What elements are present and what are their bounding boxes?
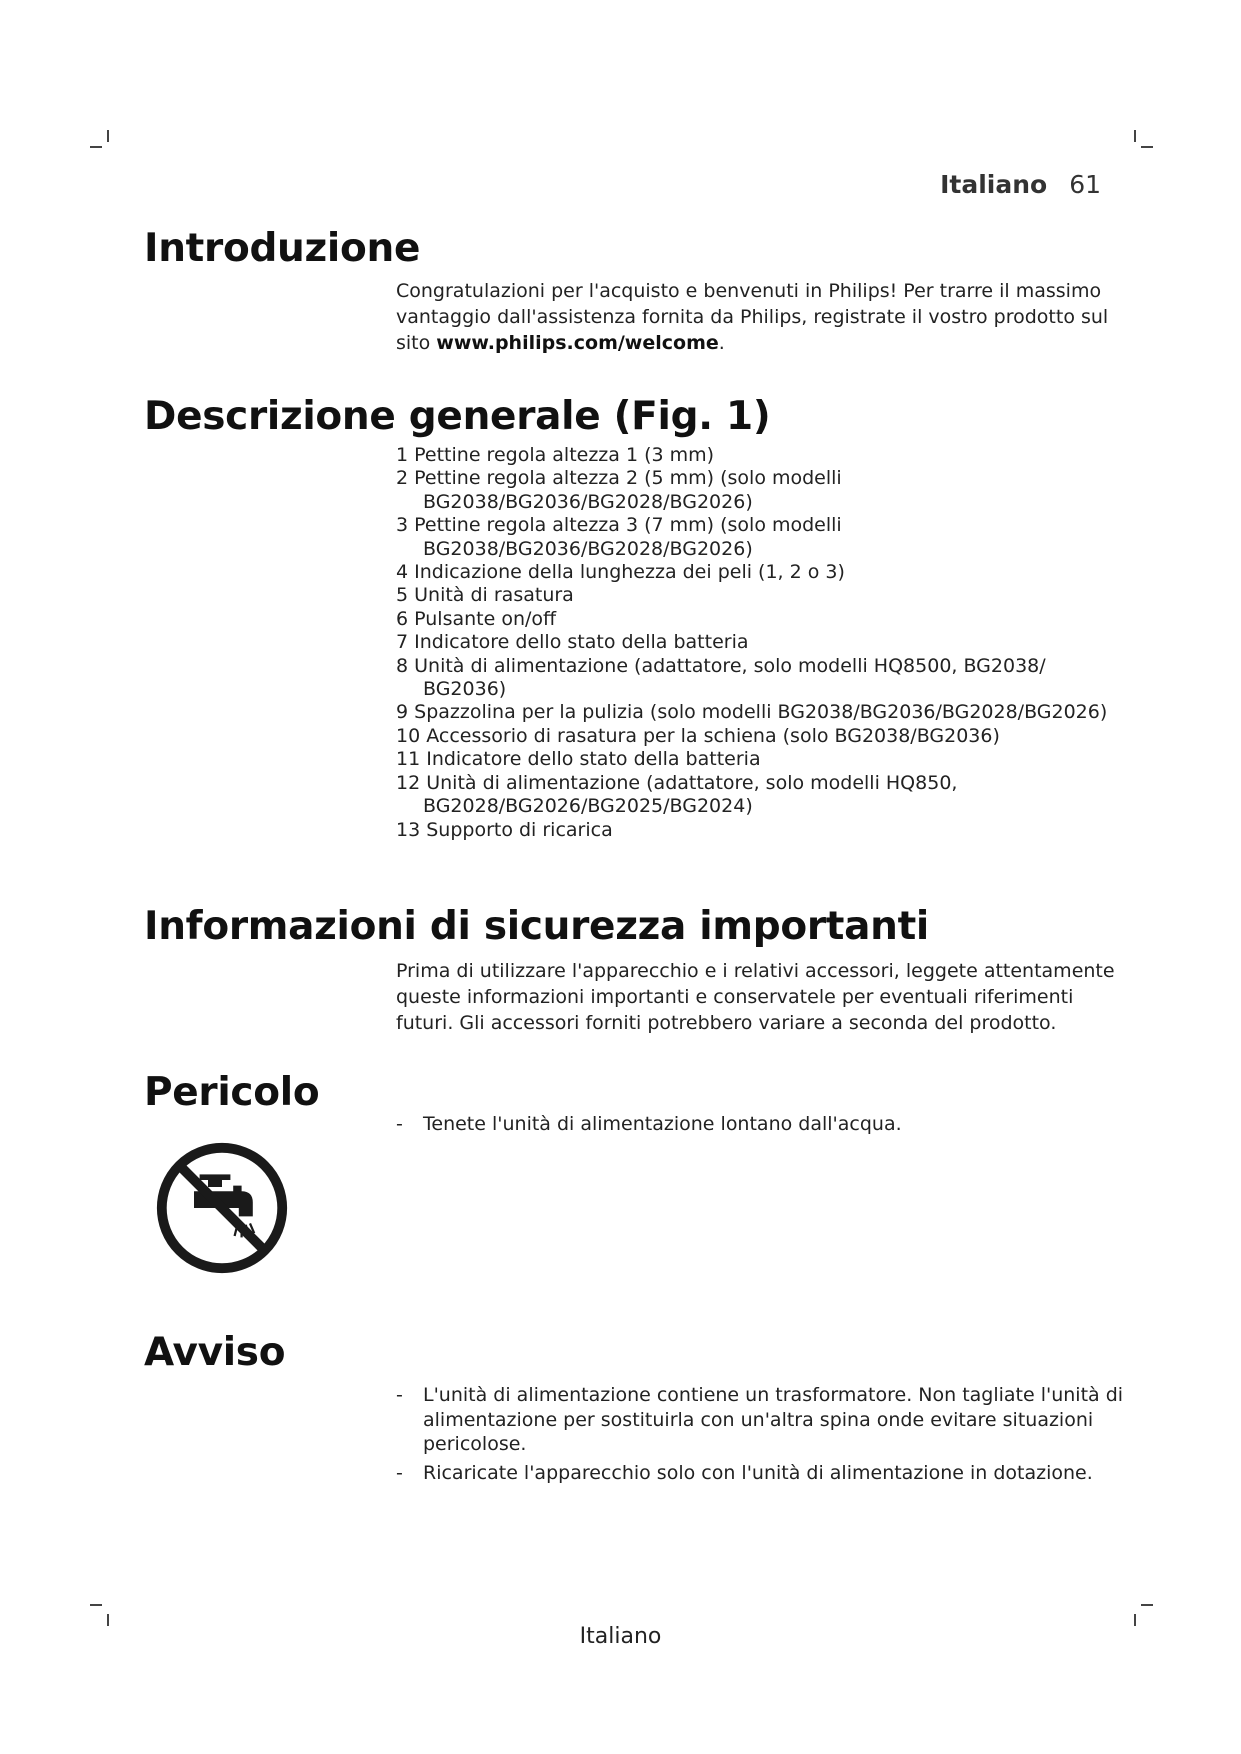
heading-pericolo: Pericolo — [144, 1070, 320, 1115]
header-language: Italiano — [940, 170, 1048, 199]
danger-item-text: Tenete l'unità di alimentazione lontano dall'acqua. — [423, 1113, 902, 1135]
parts-list-item: 6 Pulsante on/off — [396, 607, 557, 630]
parts-list-item: 9 Spazzolina per la pulizia (solo modelli BG2038/BG2036/BG2028/BG2026) — [396, 701, 1108, 724]
parts-list-item: 2 Pettine regola altezza 2 (5 mm) (solo modelli BG2038/BG2036/BG2028/BG2026) — [396, 467, 842, 513]
no-water-icon — [152, 1138, 292, 1278]
crop-mark-top-right-h — [1141, 146, 1153, 148]
crop-mark-top-left-v — [107, 130, 109, 142]
page-footer: Italiano — [579, 1624, 662, 1649]
danger-list-item — [396, 1112, 1126, 1137]
parts-list-item: 10 Accessorio di rasatura per la schiena (solo BG2038/BG2036) — [396, 724, 1000, 747]
heading-avviso: Avviso — [144, 1330, 286, 1375]
parts-list-item: 1 Pettine regola altezza 1 (3 mm) — [396, 444, 715, 466]
intro-text: Congratulazioni per l'acquisto e benvenuti in Philips! Per trarre il massimo vantaggio dall'assistenza fornita da Philips, registrate il vostro prodotto sul sito — [396, 280, 1109, 354]
warning-item-text: Ricaricate l'apparecchio solo con l'unità di alimentazione in dotazione. — [423, 1461, 1093, 1484]
parts-list — [396, 444, 1126, 842]
heading-introduzione: Introduzione — [144, 226, 421, 271]
warning-list — [396, 1383, 1126, 1489]
dash-bullet: - — [396, 1113, 403, 1135]
heading-informazioni-sicurezza: Informazioni di sicurezza importanti — [144, 904, 929, 949]
crop-mark-bottom-right-h — [1141, 1604, 1153, 1606]
parts-list-item: 13 Supporto di ricarica — [396, 818, 613, 841]
running-header — [940, 170, 1101, 199]
dash-bullet: - — [396, 1461, 403, 1484]
warning-list-item — [396, 1461, 1126, 1486]
intro-text-end: . — [718, 332, 725, 354]
parts-list-item: 11 Indicatore dello stato della batteria — [396, 748, 761, 771]
safety-intro-paragraph: Prima di utilizzare l'apparecchio e i relativi accessori, leggete attentamente queste informazioni importanti e conservatele per eventuali riferimenti futuri. Gli accessori forniti potrebbero variare a seconda del prodotto. — [396, 960, 1115, 1034]
crop-mark-top-left-h — [90, 146, 102, 148]
dash-bullet: - — [396, 1384, 403, 1406]
parts-list-item: 3 Pettine regola altezza 3 (7 mm) (solo modelli BG2038/BG2036/BG2028/BG2026) — [396, 514, 842, 560]
crop-mark-top-right-v — [1134, 130, 1136, 142]
intro-paragraph — [396, 278, 1122, 356]
warning-list-item — [396, 1383, 1126, 1457]
welcome-link[interactable]: www.philips.com/welcome — [436, 332, 719, 354]
page-number: 61 — [1069, 170, 1101, 199]
crop-mark-bottom-left-h — [90, 1604, 102, 1606]
parts-list-item: 4 Indicazione della lunghezza dei peli (1, 2 o 3) — [396, 561, 845, 584]
parts-list-item: 5 Unità di rasatura — [396, 584, 574, 607]
parts-list-item: 8 Unità di alimentazione (adattatore, solo modelli HQ8500, BG2038/ BG2036) — [396, 654, 1046, 701]
parts-list-item: 7 Indicatore dello stato della batteria — [396, 631, 749, 654]
parts-list-item: 12 Unità di alimentazione (adattatore, solo modelli HQ850, BG2028/BG2026/BG2025/BG2024) — [396, 771, 958, 818]
heading-descrizione-generale: Descrizione generale (Fig. 1) — [144, 394, 771, 439]
danger-list — [396, 1112, 1126, 1141]
warning-item-text: L'unità di alimentazione contiene un trasformatore. Non tagliate l'unità di alimentazione per sostituirla con un'altra spina onde evitare situazioni pericolose. — [423, 1384, 1124, 1455]
